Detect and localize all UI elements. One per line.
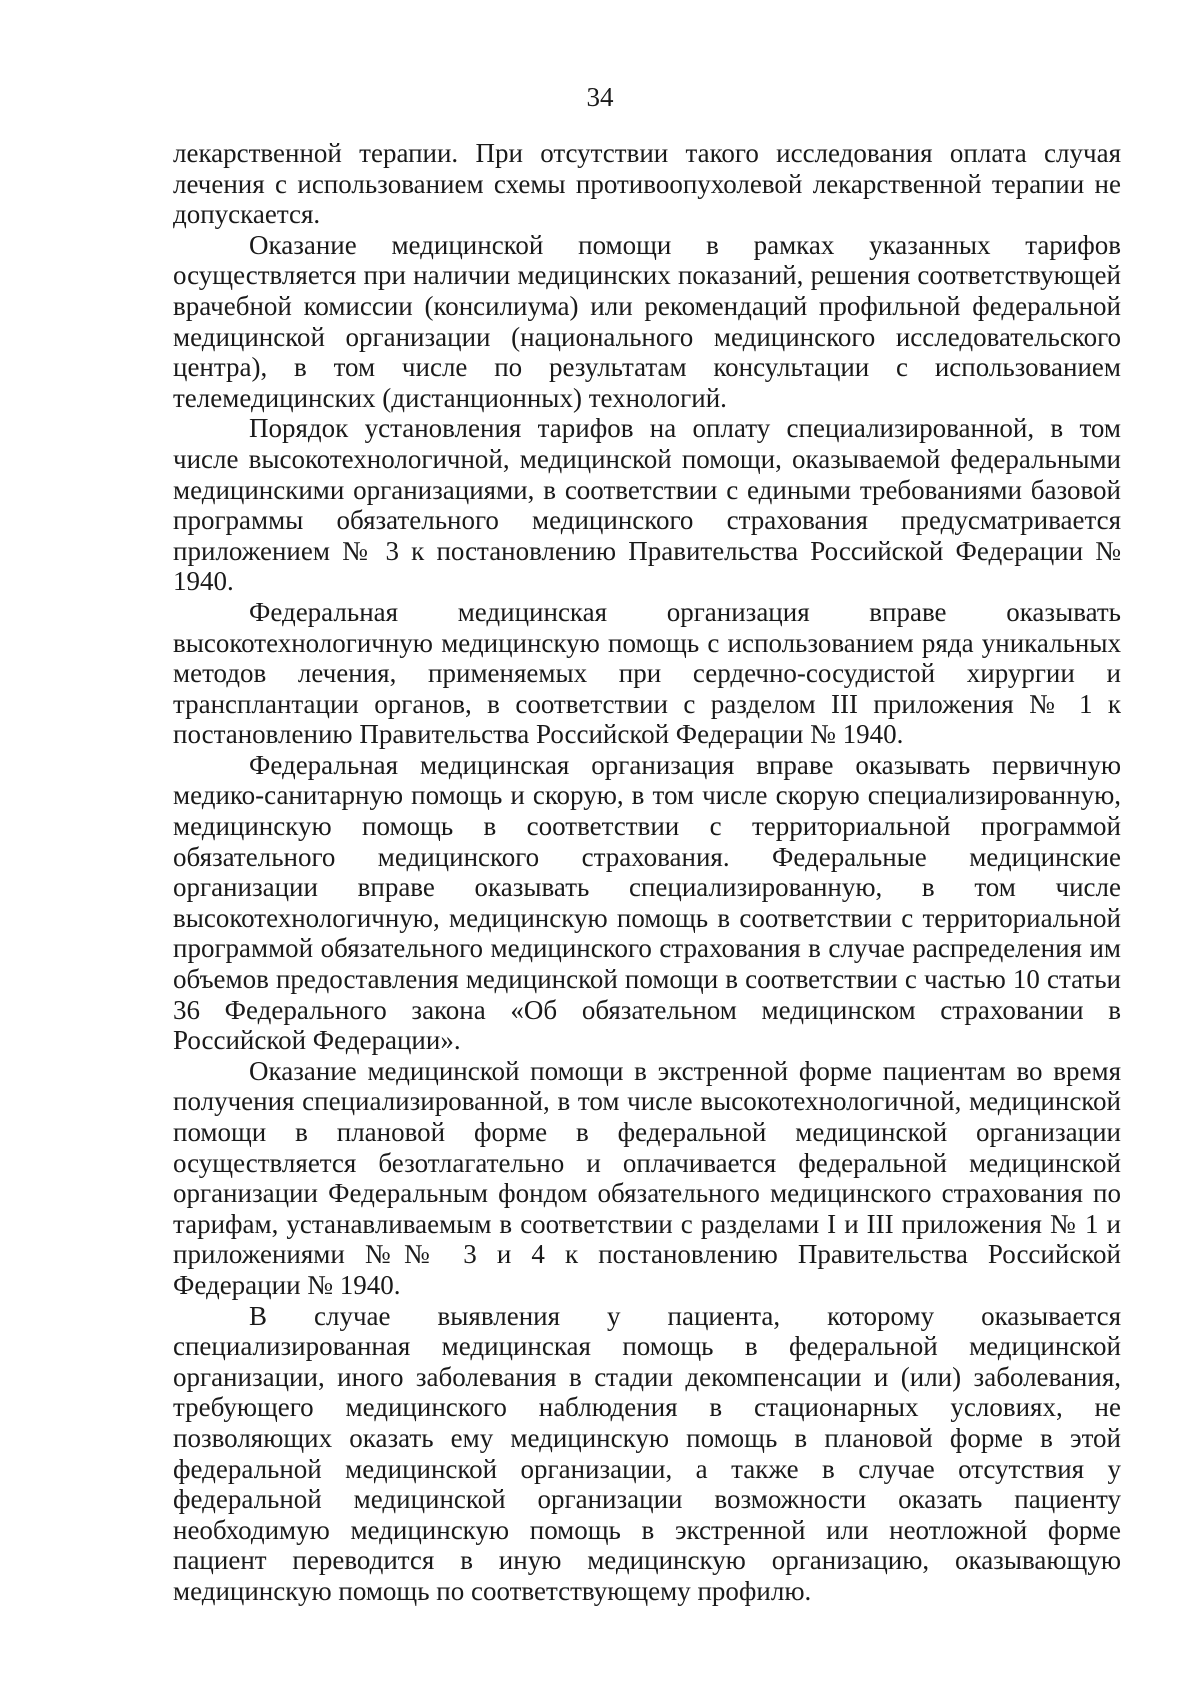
- paragraph-continuation: лекарственной терапии. При отсутствии такого исследования оплата случая лечения с использованием схемы противоопухолевой лекарственной терапии не допускается.: [173, 138, 1121, 230]
- paragraph: Федеральная медицинская организация вправе оказывать высокотехнологичную медицинскую помощь с использованием ряда уникальных методов лечения, применяемых при сердечно-сосудистой хирургии и трансплантации органов, в соответствии с разделом III приложения № 1 к постановлению Правительства Российской Федерации № 1940.: [173, 596, 1121, 750]
- document-body: [173, 138, 1121, 1607]
- paragraph: В случае выявления у пациента, которому оказывается специализированная медицинская помощь в федеральной медицинской организации, иного заболевания в стадии декомпенсации и (или) заболевания, требующего медицинского наблюдения в стационарных условиях, не позволяющих оказать ему медицинскую помощь в плановой форме в этой федеральной медицинской организации, а также в случае отсутствия у федеральной медицинской организации возможности оказать пациенту необходимую медицинскую помощь в экстренной или неотложной форме пациент переводится в иную медицинскую организацию, оказывающую медицинскую помощь по соответствующему профилю.: [173, 1300, 1121, 1606]
- paragraph: Порядок установления тарифов на оплату специализированной, в том числе высокотехнологичной, медицинской помощи, оказываемой федеральными медицинскими организациями, в соответствии с едиными требованиями базовой программы обязательного медицинского страхования предусматривается приложением № 3 к постановлению Правительства Российской Федерации № 1940.: [173, 413, 1121, 597]
- paragraph: Федеральная медицинская организация вправе оказывать первичную медико-санитарную помощь и скорую, в том числе скорую специализированную, медицинскую помощь в соответствии с территориальной программой обязательного медицинского страхования. Федеральные медицинские организации вправе оказывать специализированную, в том числе высокотехнологичную, медицинскую помощь в соответствии с территориальной программой обязательного медицинского страхования в случае распределения им объемов предоставления медицинской помощи в соответствии с частью 10 статьи 36 Федерального закона «Об обязательном медицинском страховании в Российской Федерации».: [173, 749, 1121, 1056]
- paragraph: Оказание медицинской помощи в экстренной форме пациентам во время получения специализированной, в том числе высокотехнологичной, медицинской помощи в плановой форме в федеральной медицинской организации осуществляется безотлагательно и оплачивается федеральной медицинской организации Федеральным фондом обязательного медицинского страхования по тарифам, устанавливаемым в соответствии с разделами I и III приложения № 1 и приложениями №№ 3 и 4 к постановлению Правительства Российской Федерации № 1940.: [173, 1055, 1121, 1300]
- paragraph: Оказание медицинской помощи в рамках указанных тарифов осуществляется при наличии медицинских показаний, решения соответствующей врачебной комиссии (консилиума) или рекомендаций профильной федеральной медицинской организации (национального медицинского исследовательского центра), в том числе по результатам консультации с использованием телемедицинских (дистанционных) технологий.: [173, 229, 1121, 413]
- page-number: 34: [586, 82, 614, 112]
